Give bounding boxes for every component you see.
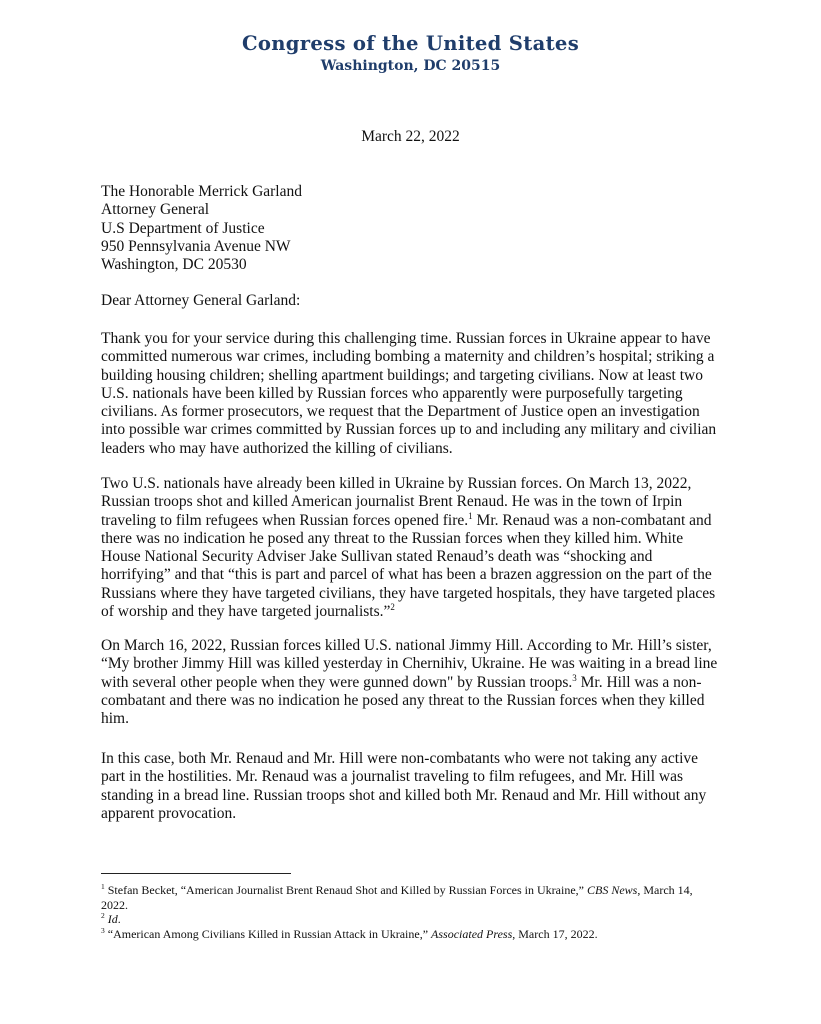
footnote-date: .	[117, 912, 121, 927]
footnote-source: Id	[107, 912, 118, 927]
footnote-3	[101, 927, 701, 942]
letterhead-subtitle: Washington, DC 20515	[320, 58, 501, 74]
address-line: U.S Department of Justice	[101, 219, 265, 237]
address-line: Attorney General	[101, 201, 210, 219]
footnote-ref-3: 3	[572, 672, 577, 683]
paragraph-3	[101, 637, 721, 728]
footnote-ref-2: 2	[390, 601, 395, 612]
salutation: Dear Attorney General Garland:	[101, 292, 301, 309]
footnote-1	[101, 883, 701, 912]
footnote-date: , March 14, 2022.	[101, 883, 693, 912]
paragraph-3-text-a: On March 16, 2022, Russian forces killed U.S. national Jimmy Hill. According to Mr. Hill’s sister, “My brother Jimmy Hill was killed yesterday in Chernihiv, Ukraine. He was waiting in a bread line with several other people when they were gunned down" by Russian troops.	[101, 637, 718, 691]
footnotes	[101, 883, 701, 941]
paragraph-1	[101, 330, 721, 458]
address-line: The Honorable Merrick Garland	[101, 183, 302, 200]
recipient-address	[101, 183, 721, 274]
paragraph-2-text-a: Two U.S. nationals have already been killed in Ukraine by Russian forces. On March 13, 2022, Russian troops shot and killed American journalist Brent Renaud. He was in the town of Irpin traveling to film refugees when Russian forces opened fire.	[101, 475, 692, 529]
letterhead	[0, 30, 821, 75]
address-line: Washington, DC 20530	[101, 256, 247, 274]
paragraph-2	[101, 475, 721, 621]
paragraph-2-text-b: Mr. Renaud was a non-combatant and there was no indication he posed any threat to the Russian forces when they killed him. White House National Security Adviser Jake Sullivan stated Renaud’s death was “shocking and horrifying” and that “this is part and parcel of what has been a brazen aggression on the part of the Russians where they have targeted civilians, they have targeted hospitals, they have targeted places of worship and they have targeted journalists.”	[101, 511, 716, 621]
letter-date: March 22, 2022	[361, 128, 460, 145]
footnote-number: 3	[101, 925, 105, 935]
paragraph-3-text-b: Mr. Hill was a non-combatant and there was no indication he posed any threat to the Russian forces when they killed him.	[101, 673, 705, 728]
footnote-text: Stefan Becket, “American Journalist Brent Renaud Shot and Killed by Russian Forces in Ukraine,”	[104, 883, 587, 897]
footnote-source: CBS News	[586, 883, 638, 897]
footnote-source: Associated Press	[431, 926, 513, 941]
footnote-number: 2	[101, 911, 105, 921]
footnote-date: , March 17, 2022.	[512, 926, 598, 941]
footnote-2	[101, 912, 701, 927]
footnote-text: “American Among Civilians Killed in Russian Attack in Ukraine,”	[104, 926, 432, 941]
paragraph-4	[101, 750, 721, 823]
address-line: 950 Pennsylvania Avenue NW	[101, 237, 291, 255]
paragraph-4-text: In this case, both Mr. Renaud and Mr. Hill were non-combatants who were not taking any active part in the hostilities. Mr. Renaud was a journalist traveling to film refugees, and Mr. Hill was standing in a bread line. Russian troops shot and killed both Mr. Renaud and Mr. Hill without any apparent provocation.	[101, 750, 707, 822]
letterhead-title: Congress of the United States	[241, 31, 580, 55]
footnote-number: 1	[101, 882, 105, 891]
paragraph-1-text: Thank you for your service during this challenging time. Russian forces in Ukraine appear to have committed numerous war crimes, including bombing a maternity and children’s hospital; striking a building housing children; shelling apartment buildings; and targeting civilians. Now at least two U.S. nationals have been killed by Russian forces who apparently were purposefully targeting civilians. As former prosecutors, we request that the Department of Justice open an investigation into possible war crimes committed by Russian forces up to and including any military and civilian leaders who may have authorized the killing of civilians.	[101, 330, 717, 457]
footnote-ref-1: 1	[468, 510, 473, 521]
footnote-divider	[101, 873, 291, 874]
